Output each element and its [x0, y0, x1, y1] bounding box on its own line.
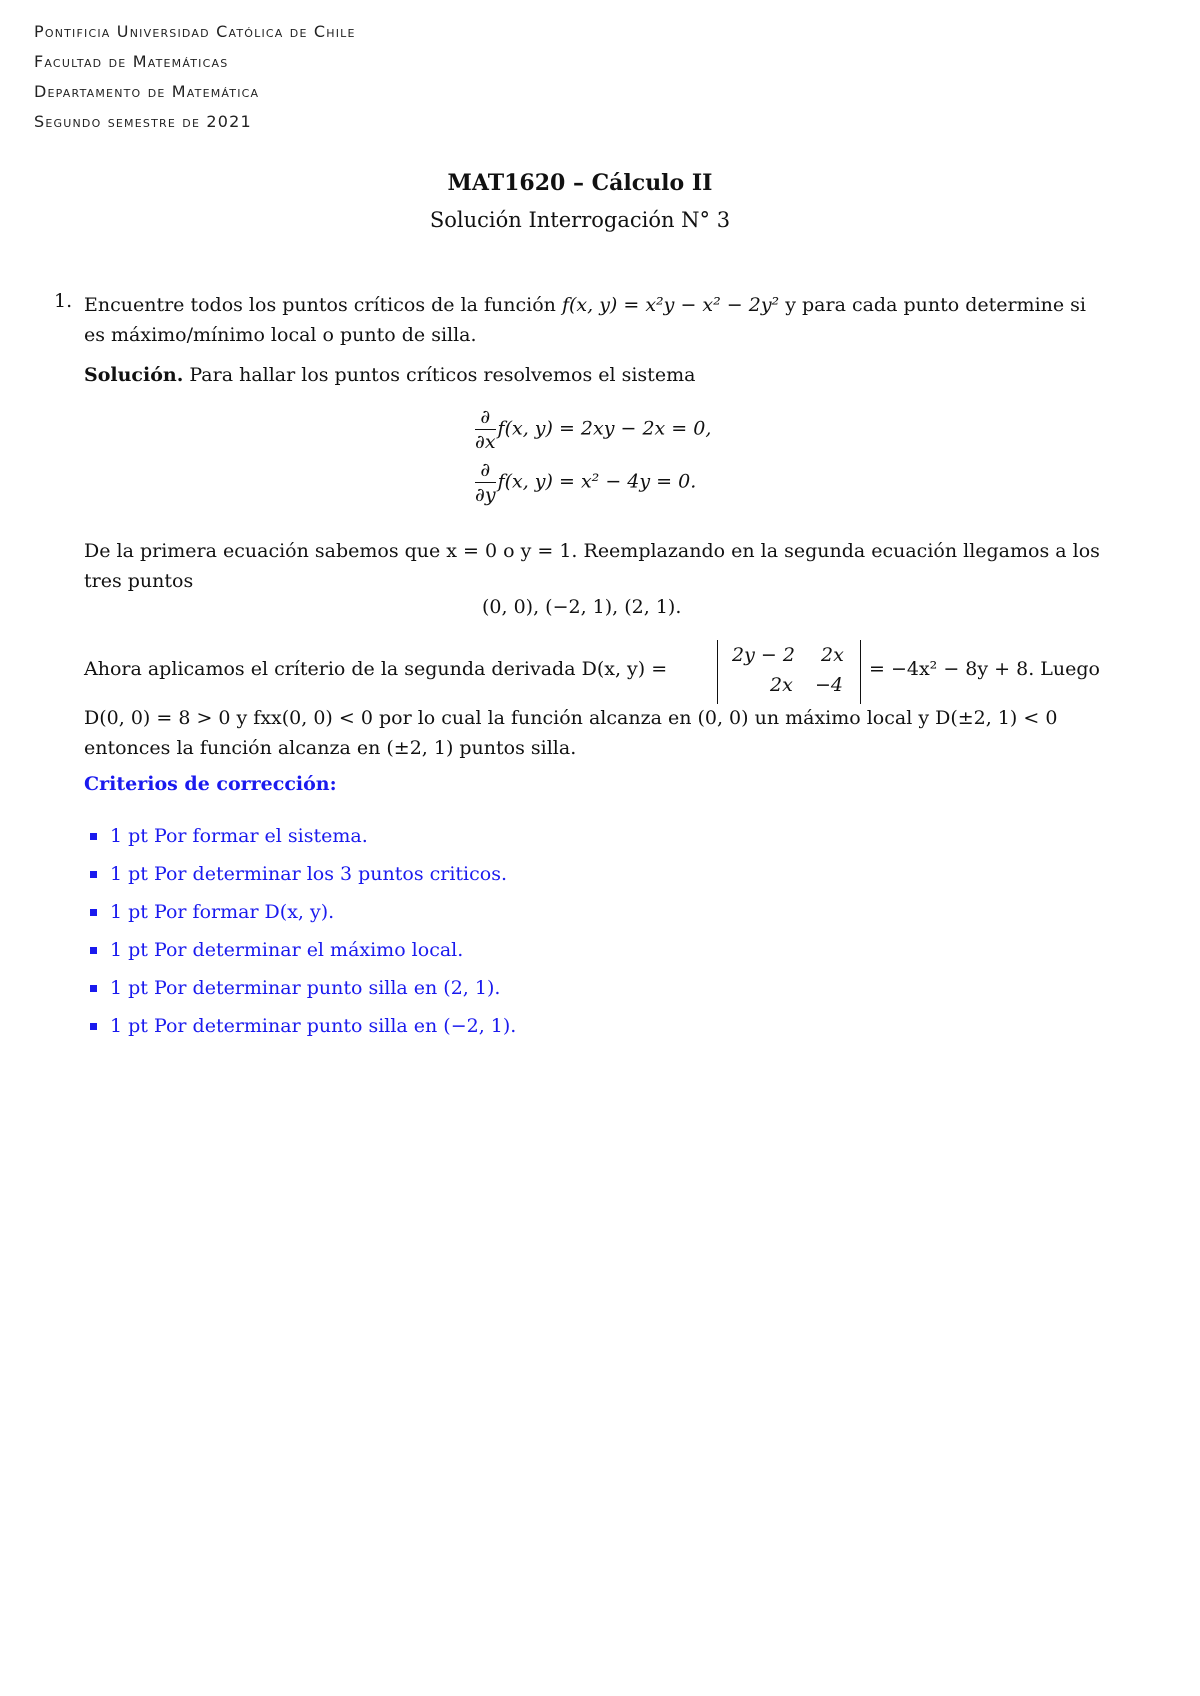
equation-partial-y-rest: f(x, y) = x² − 4y = 0.: [497, 470, 697, 493]
page-title: MAT1620 – Cálculo II: [447, 170, 713, 196]
matrix-cell-22: −4: [815, 674, 844, 696]
matrix-cell-12: 2x: [821, 644, 844, 666]
list-item: [110, 821, 516, 859]
list-item: [110, 897, 516, 935]
solution-intro: [84, 360, 1124, 390]
fraction-dx-denominator: ∂x: [475, 431, 496, 453]
list-item: [110, 935, 516, 973]
equation-partial-x: [475, 405, 711, 454]
criteria-item-5: 1 pt Por determinar punto silla en (2, 1).: [110, 977, 501, 999]
paragraph3-start: Ahora aplicamos el críterio de la segunda derivada D(x, y) =: [84, 658, 668, 680]
fraction-dx-numerator: ∂: [475, 405, 496, 430]
matrix-cell-21: 2x: [770, 674, 793, 696]
paragraph-critical-points: [84, 536, 1124, 596]
bullet-icon: [90, 947, 97, 954]
criteria-item-1: 1 pt Por formar el sistema.: [110, 825, 368, 847]
bullet-icon: [90, 833, 97, 840]
header-faculty: Facultad de Matemáticas: [34, 52, 229, 71]
fraction-dy-numerator: ∂: [475, 458, 496, 483]
paragraph-classification: [84, 703, 1124, 763]
equation-partial-x-rest: f(x, y) = 2xy − 2x = 0,: [497, 417, 712, 440]
header-department: Departamento de Matemática: [34, 82, 260, 101]
list-item: [110, 859, 516, 897]
equation-partial-y: [475, 458, 696, 507]
criteria-item-6: 1 pt Por determinar punto silla en (−2, 1).: [110, 1015, 517, 1037]
criteria-item-4: 1 pt Por determinar el máximo local.: [110, 939, 464, 961]
solution-label: Solución.: [84, 364, 184, 386]
bullet-icon: [90, 909, 97, 916]
statement-text-b: y para cada punto determine si: [779, 294, 1086, 316]
criteria-item-3: 1 pt Por formar D(x, y).: [110, 901, 335, 923]
fraction-dx: [475, 405, 496, 454]
statement-function: f(x, y) = x²y − x² − 2y²: [561, 294, 780, 316]
paragraph3-line2: D(0, 0) = 8 > 0 y fxx(0, 0) < 0 por lo cual la función alcanza en (0, 0) un máximo local y D(±2, 1) < 0: [84, 707, 1058, 729]
list-item: [110, 1011, 516, 1049]
page-subtitle: Solución Interrogación N° 3: [429, 208, 731, 232]
criteria-list: [110, 821, 516, 1049]
criteria-title: Criterios de corrección:: [84, 773, 337, 795]
paragraph2-line2: tres puntos: [84, 570, 194, 592]
critical-points: (0, 0), (−2, 1), (2, 1).: [482, 596, 682, 618]
paragraph2-line1: De la primera ecuación sabemos que x = 0 o y = 1. Reemplazando en la segunda ecuación llegamos a los: [84, 540, 1100, 562]
paragraph3-line3: entonces la función alcanza en (±2, 1) puntos silla.: [84, 737, 577, 759]
fraction-dy-denominator: ∂y: [475, 484, 496, 506]
header-semester: Segundo semestre de 2021: [34, 112, 252, 131]
bullet-icon: [90, 985, 97, 992]
solution-intro-text: Para hallar los puntos críticos resolvemos el sistema: [183, 364, 696, 386]
statement-text-a: Encuentre todos los puntos críticos de la función: [84, 294, 562, 316]
paragraph3-determinant-result: = −4x² − 8y + 8. Luego: [869, 658, 1100, 680]
criteria-item-2: 1 pt Por determinar los 3 puntos criticos.: [110, 863, 508, 885]
header-university: Pontificia Universidad Católica de Chile: [34, 22, 356, 41]
matrix-cell-11: 2y − 2: [732, 644, 795, 666]
hessian-determinant: [717, 640, 861, 704]
bullet-icon: [90, 1023, 97, 1030]
statement-line2: es máximo/mínimo local o punto de silla.: [84, 324, 477, 346]
fraction-dy: [475, 458, 496, 507]
list-item: [110, 973, 516, 1011]
problem-statement: [84, 290, 1124, 350]
problem-number: 1.: [54, 290, 73, 312]
bullet-icon: [90, 871, 97, 878]
